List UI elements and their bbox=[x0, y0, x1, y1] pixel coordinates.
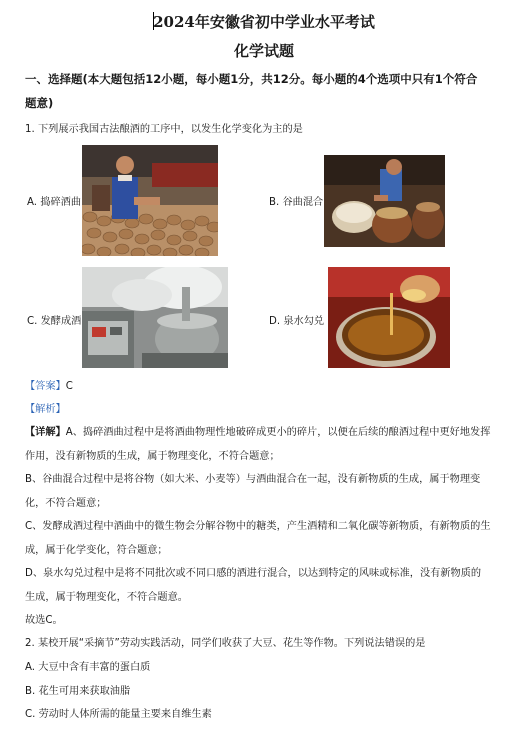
detail-b-line2: 化，不符合题意； bbox=[25, 498, 107, 509]
detail-d-line1: D、泉水勾兑过程中是将不同批次或不同口感的酒进行混合，以达到特定的风味或标准，没有新物质的 bbox=[25, 568, 482, 579]
q2-option-a: A. 大豆中含有丰富的蛋白质 bbox=[25, 662, 151, 673]
detail-d-line2: 生成，属于物理变化，不符合题意。 bbox=[25, 592, 188, 603]
exam-subtitle: 化学试题 bbox=[233, 42, 294, 60]
section-heading: 一、选择题(本大题包括12小题，每小题1分，共12分。每小题的4个选项中只有1个符合 bbox=[25, 72, 478, 86]
detail-a-line2: 作用，没有新物质的生成，属于物理变化，不符合题意； bbox=[25, 451, 280, 462]
q1-option-c-label: C. 发酵成酒 bbox=[27, 316, 82, 327]
detail-a-text: A、捣碎酒曲过程中是将酒曲物理性地破碎成更小的碎片，以便在后续的酿酒过程中更好地发挥 bbox=[65, 427, 491, 438]
q2-option-c: C. 劳动时人体所需的能量主要来自维生素 bbox=[25, 709, 212, 720]
blending-photo bbox=[328, 267, 450, 368]
q1-option-b-label: B. 谷曲混合 bbox=[269, 197, 324, 208]
q1-stem: 1. 下列展示我国古法酿酒的工序中，以发生化学变化为主的是 bbox=[25, 124, 303, 135]
mixing-grain-photo bbox=[324, 155, 445, 247]
crushing-yeast-photo bbox=[82, 145, 218, 256]
q2-stem: 2. 某校开展“采摘节”劳动实践活动，同学们收获了大豆、花生等作物。下列说法错误的是 bbox=[25, 638, 426, 649]
detail-a-line1 bbox=[25, 423, 490, 438]
detail-c-line2: 成，属于化学变化，符合题意； bbox=[25, 545, 168, 556]
analysis-tag: 【解析】 bbox=[25, 404, 66, 415]
detail-c-line1: C、发酵成酒过程中酒曲中的微生物会分解谷物中的糖类，产生酒精和二氧化碳等新物质，有新物质的生 bbox=[25, 521, 491, 532]
q1-answer bbox=[25, 377, 73, 392]
fermentation-photo bbox=[82, 267, 228, 368]
section-heading-cont: 题意) bbox=[25, 96, 54, 110]
detail-tag: 【详解】 bbox=[25, 427, 66, 438]
q1-option-d-label: D. 泉水勾兑 bbox=[269, 316, 325, 327]
detail-b-line1: B、谷曲混合过程中是将谷物（如大米、小麦等）与酒曲混合在一起，没有新物质的生成，属于物理变 bbox=[25, 474, 481, 485]
answer-tag: 【答案】 bbox=[25, 381, 66, 392]
exam-title: 2024年安徽省初中学业水平考试 bbox=[153, 13, 375, 31]
q1-option-a-label: A. 捣碎酒曲 bbox=[27, 197, 82, 208]
q2-option-b: B. 花生可用来获取油脂 bbox=[25, 686, 131, 697]
answer-value: C bbox=[65, 381, 73, 392]
conclusion: 故选C。 bbox=[25, 615, 63, 626]
